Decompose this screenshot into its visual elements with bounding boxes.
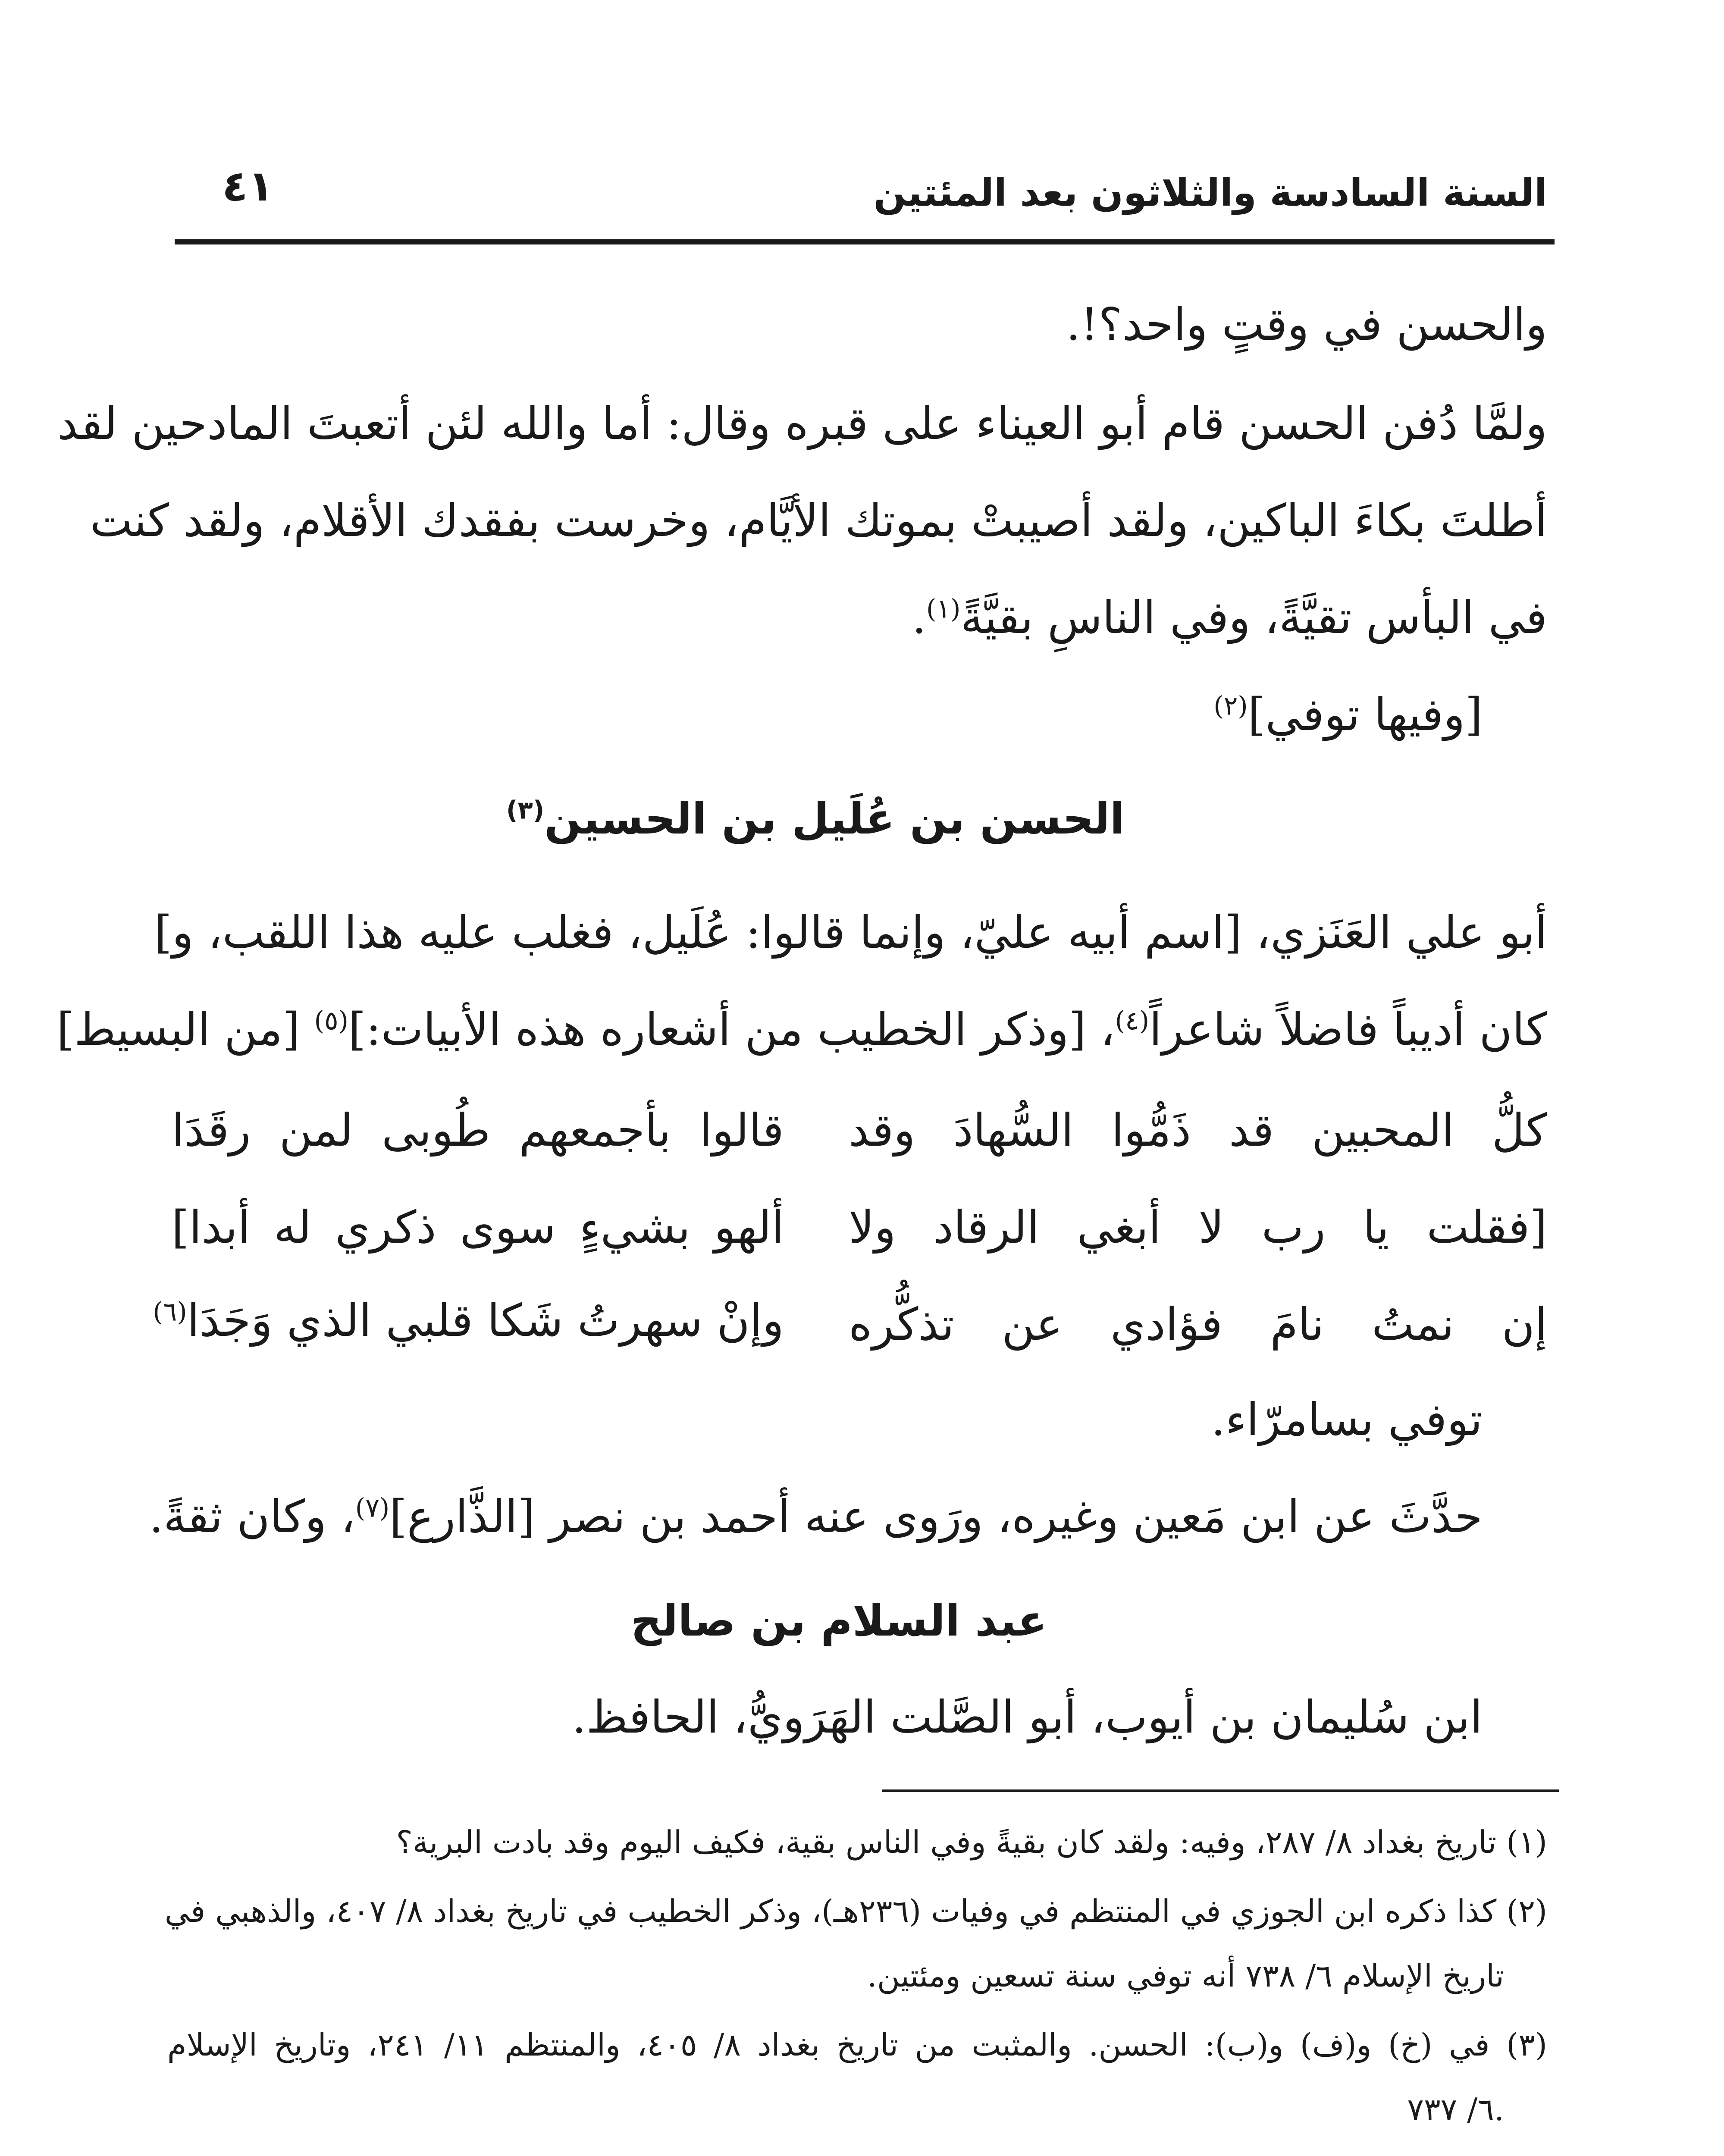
body-line-7 xyxy=(56,1003,1547,1056)
poem-verse-3-left-text: وإنْ سهرتُ شَكا قلبي الذي وَجَدَا xyxy=(187,1294,784,1347)
body-line-8: توفي بسامرّاء. xyxy=(1211,1393,1483,1446)
footnote-1: (١) تاريخ بغداد ٨/ ٢٨٧، وفيه: ولقد كان بقيةً وفي الناس بقية، فكيف اليوم وقد بادت البرية؟ xyxy=(396,1824,1547,1860)
entry-heading-hasan xyxy=(506,793,1125,844)
poem-verse-3-left xyxy=(153,1294,784,1347)
footnote-3-line-1: (٣) في (خ) و(ف) و(ب): الحسن. والمثبت من تاريخ بغداد ٨/ ٤٠٥، والمنتظم ١١/ ٢٤١، وتاريخ الإسلام xyxy=(167,2027,1547,2063)
body-line-2: ولمَّا دُفن الحسن قام أبو العيناء على قبره وقال: أما والله لئن أتعبتَ المادحين لقد xyxy=(57,397,1547,450)
body-line-5-text: [وفيها توفي] xyxy=(1248,688,1483,741)
page-number: ٤١ xyxy=(222,162,274,211)
poem-verse-3-right: إن نمتُ نامَ فؤادي عن تذكُّره xyxy=(849,1298,1547,1351)
footnote-ref-1: (١) xyxy=(926,594,961,624)
poem-verse-1-right: كلُّ المحبين قد ذَمُّوا السُّهادَ وقد xyxy=(849,1104,1547,1156)
footnote-ref-2: (٢) xyxy=(1213,691,1248,721)
poem-verse-1-left: قالوا بأجمعهم طُوبى لمن رقَدَا xyxy=(172,1104,784,1156)
footnote-rule xyxy=(882,1789,1559,1792)
body-line-1: والحسن في وقتٍ واحد؟!. xyxy=(1066,298,1547,351)
meter-label: [من البسيط] xyxy=(56,1003,300,1056)
body-line-7-b: ، [وذكر الخطيب من أشعاره هذه الأبيات:] xyxy=(348,1003,1115,1056)
poem-verse-2-left: ألهو بشيءٍ سوى ذكري له أبدا] xyxy=(172,1201,784,1253)
footnote-ref-6: (٦) xyxy=(153,1297,187,1327)
footnote-ref-3: (٣) xyxy=(506,795,545,825)
body-line-3: أطلتَ بكاءَ الباكين، ولقد أصيبتْ بموتك الأيَّام، وخرست بفقدك الأقلام، ولقد كنت xyxy=(90,494,1547,547)
body-line-10: ابن سُليمان بن أيوب، أبو الصَّلت الهَرَويُّ، الحافظ. xyxy=(572,1691,1483,1743)
footnote-ref-7: (٧) xyxy=(355,1493,390,1523)
running-head: السنة السادسة والثلاثون بعد المئتين xyxy=(873,170,1547,215)
header-rule xyxy=(175,239,1555,244)
body-line-9 xyxy=(149,1490,1483,1543)
footnote-ref-4: (٤) xyxy=(1115,1006,1150,1036)
footnote-2-line-2: تاريخ الإسلام ٦/ ٧٣٨ أنه توفي سنة تسعين ومئتين. xyxy=(867,1958,1504,1994)
body-line-4-end: . xyxy=(912,591,927,644)
footnote-3-line-2: ٦/ ٧٣٧. xyxy=(1407,2091,1504,2128)
body-line-5 xyxy=(1213,688,1483,741)
body-line-6: أبو علي العَنَزي، [اسم أبيه عليّ، وإنما قالوا: عُلَيل، فغلب عليه هذا اللقب، و] xyxy=(154,906,1547,959)
body-line-9-b: ، وكان ثقةً. xyxy=(149,1490,355,1543)
entry-heading-abdussalam: عبد السلام بن صالح xyxy=(630,1595,1047,1646)
body-line-9-a: حدَّثَ عن ابن مَعين وغيره، ورَوى عنه أحمد بن نصر [الذَّارع] xyxy=(389,1490,1483,1543)
body-line-4 xyxy=(912,591,1547,644)
footnote-2-line-1: (٢) كذا ذكره ابن الجوزي في المنتظم في وفيات (٢٣٦هـ)، وذكر الخطيب في تاريخ بغداد ٨/ ٤٠٧، والذهبي في xyxy=(164,1893,1547,1929)
body-line-7-a: كان أديباً فاضلاً شاعراً xyxy=(1149,1003,1547,1056)
poem-verse-2-right: [فقلت يا رب لا أبغي الرقاد ولا xyxy=(849,1201,1547,1253)
body-line-4-text: في البأس تقيَّةً، وفي الناسِ بقيَّةً xyxy=(960,591,1547,644)
footnote-ref-5: (٥) xyxy=(314,1006,349,1036)
entry-heading-hasan-text: الحسن بن عُلَيل بن الحسين xyxy=(544,793,1125,844)
